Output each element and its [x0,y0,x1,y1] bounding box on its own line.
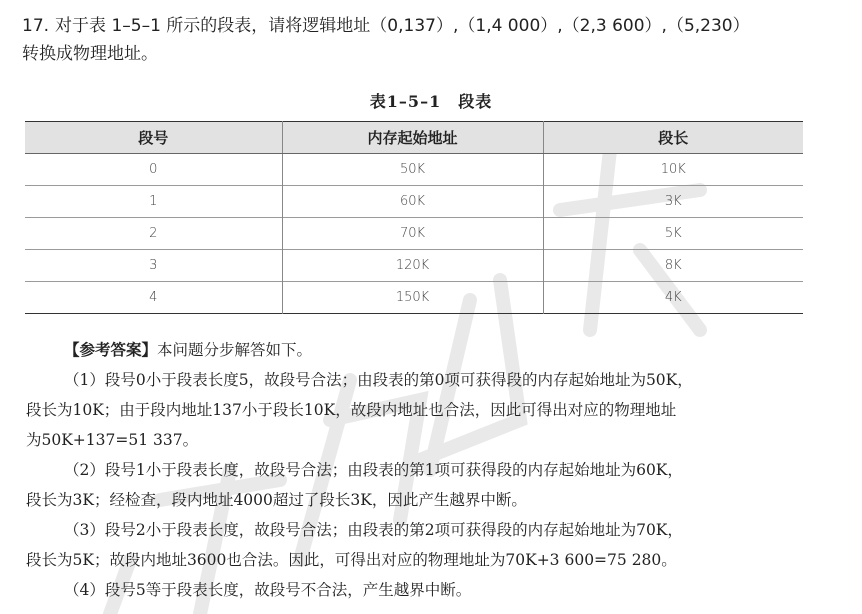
answer-line: 为50K+137=51 337。 [26,431,199,449]
segment-table [25,121,803,314]
answer-line: 段长为5K；故段内地址3600也合法。因此，可得出对应的物理地址为70K+3 600=75 280。 [26,551,677,569]
question-line-2: 转换成物理地址。 [22,44,158,64]
cell-segment-length: 8K [543,250,803,282]
cell-start-address: 120K [282,250,543,282]
cell-segment-length: 5K [543,218,803,250]
answer-line: （2）段号1小于段表长度，故段号合法；由段表的第1项可获得段的内存起始地址为60K， [64,461,683,479]
cell-start-address: 70K [282,218,543,250]
cell-segment-length: 4K [543,282,803,314]
answer-line: （3）段号2小于段表长度，故段号合法；由段表的第2项可获得段的内存起始地址为70K， [64,521,683,539]
table-row [25,250,803,282]
cell-segment-length: 3K [543,186,803,218]
answer-section [26,335,826,605]
answer-line: 段长为10K；由于段内地址137小于段长10K，故段内地址也合法，因此可得出对应的物理地址 [26,401,677,419]
answer-intro: 本问题分步解答如下。 [157,341,313,359]
table-caption: 表1–5–1 段表 [369,92,493,111]
cell-segment-number: 4 [25,282,282,314]
header-segment-length: 段长 [543,122,803,154]
answer-line: 段长为3K；经检查，段内地址4000超过了段长3K，因此产生越界中断。 [26,491,527,509]
cell-start-address: 60K [282,186,543,218]
table-header-row [25,122,803,154]
cell-segment-number: 0 [25,154,282,186]
table-row [25,186,803,218]
answer-line: （4）段号5等于段表长度，故段号不合法，产生越界中断。 [64,581,472,599]
table-row [25,282,803,314]
header-start-address: 内存起始地址 [282,122,543,154]
table-row [25,154,803,186]
cell-start-address: 50K [282,154,543,186]
answer-line: （1）段号0小于段表长度5，故段号合法；由段表的第0项可获得段的内存起始地址为50K， [64,371,693,389]
cell-segment-number: 2 [25,218,282,250]
cell-segment-number: 1 [25,186,282,218]
answer-heading: 【参考答案】 [64,340,158,359]
header-segment-number: 段号 [25,122,282,154]
cell-segment-length: 10K [543,154,803,186]
table-row [25,218,803,250]
cell-start-address: 150K [282,282,543,314]
question-text [22,12,837,68]
question-line-1: 对于表 1–5–1 所示的段表，请将逻辑地址（0,137）,（1,4 000）,（2,3 600）,（5,230） [55,16,750,36]
cell-segment-number: 3 [25,250,282,282]
question-number: 17. [22,16,50,36]
